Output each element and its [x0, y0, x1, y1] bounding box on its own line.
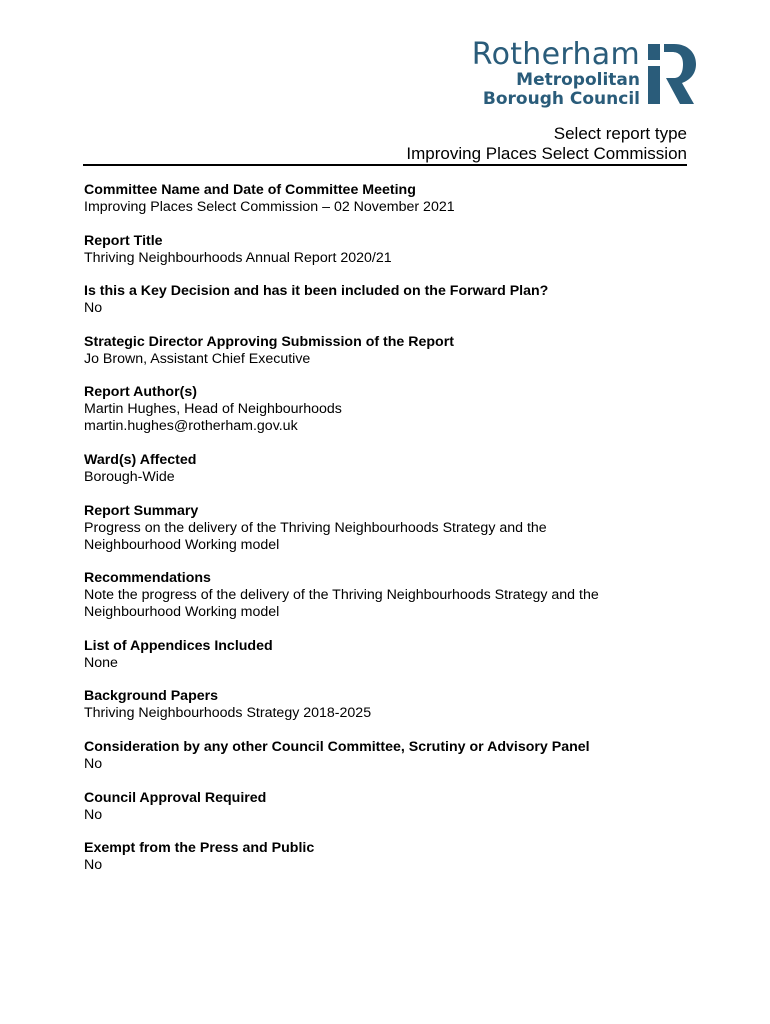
section-value: No — [84, 300, 103, 317]
section-value: Borough-Wide — [84, 468, 175, 485]
report-section — [84, 638, 684, 672]
section-label: List of Appendices Included — [84, 637, 273, 654]
section-label: Report Author(s) — [84, 384, 197, 401]
report-details — [84, 182, 684, 891]
logo-line-metropolitan: Metropolitan — [516, 70, 640, 90]
section-value: No — [84, 806, 103, 823]
commission-name: Improving Places Select Commission — [406, 144, 687, 163]
section-value: Thriving Neighbourhoods Strategy 2018-2025 — [84, 705, 372, 722]
section-value: Progress on the delivery of the Thriving Neighbourhoods Strategy and the — [84, 519, 547, 536]
section-label: Background Papers — [84, 688, 219, 705]
report-section — [84, 283, 684, 317]
logo-text — [471, 37, 640, 109]
report-section — [84, 840, 684, 874]
report-section — [84, 739, 684, 773]
section-value: Neighbourhood Working model — [84, 536, 280, 553]
report-section — [84, 334, 684, 368]
section-label: Report Summary — [84, 502, 199, 519]
council-logo — [471, 37, 696, 109]
section-label: Recommendations — [84, 570, 211, 587]
section-value: No — [84, 755, 103, 772]
section-value: Note the progress of the delivery of the Thriving Neighbourhoods Strategy and the — [84, 587, 599, 604]
report-section — [84, 384, 684, 435]
section-value: Jo Brown, Assistant Chief Executive — [84, 350, 311, 367]
report-section — [84, 790, 684, 824]
section-label: Exempt from the Press and Public — [84, 840, 315, 857]
section-label: Ward(s) Affected — [84, 451, 197, 468]
section-value: martin.hughes@rotherham.gov.uk — [84, 418, 298, 435]
section-label: Consideration by any other Council Committee, Scrutiny or Advisory Panel — [84, 738, 590, 755]
report-type: Select report type — [553, 124, 687, 143]
report-section — [84, 182, 684, 216]
header-divider — [83, 164, 687, 166]
section-label: Report Title — [84, 232, 163, 249]
report-header — [83, 124, 687, 164]
section-value: Improving Places Select Commission – 02 November 2021 — [84, 199, 455, 215]
report-section — [84, 688, 684, 722]
report-section — [84, 503, 684, 554]
section-value: Thriving Neighbourhoods Annual Report 2020/21 — [84, 249, 392, 266]
rotherham-r-icon — [648, 44, 696, 104]
logo-line-rotherham: Rotherham — [471, 37, 640, 72]
report-section — [84, 570, 684, 621]
section-label: Is this a Key Decision and has it been included on the Forward Plan? — [84, 283, 549, 300]
logo-line-borough-council: Borough Council — [482, 89, 640, 109]
section-label: Strategic Director Approving Submission of the Report — [84, 333, 454, 350]
section-value: No — [84, 857, 103, 874]
report-section — [84, 452, 684, 486]
section-value: Neighbourhood Working model — [84, 604, 280, 621]
report-section — [84, 233, 684, 267]
section-value: Martin Hughes, Head of Neighbourhoods — [84, 401, 342, 418]
section-label: Committee Name and Date of Committee Meeting — [84, 182, 416, 198]
section-label: Council Approval Required — [84, 789, 267, 806]
section-value: None — [84, 654, 118, 671]
